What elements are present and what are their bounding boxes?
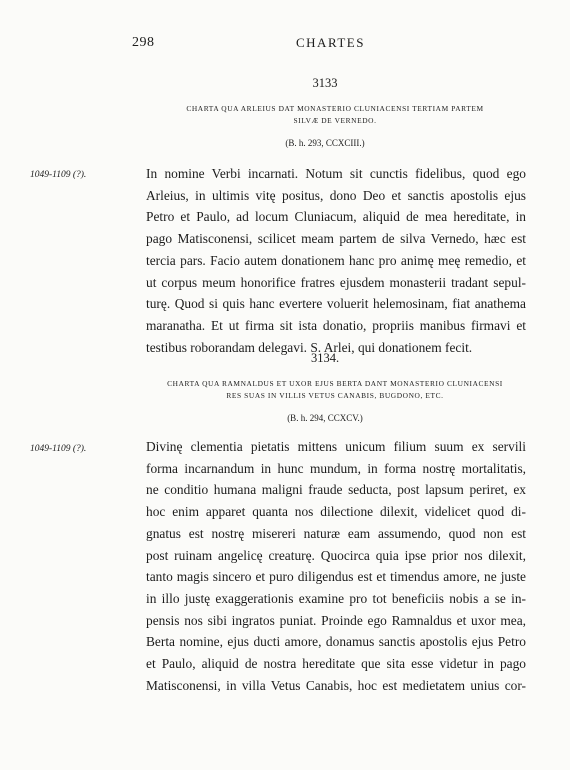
charter-number: 3134. [310, 351, 340, 365]
charter-text [146, 436, 526, 696]
text-line: ut corpus meum honorifice fratres ejusdem monasterii tradant sepul- [146, 274, 526, 290]
text-line: maranatha. Et ut firma sit ista donatio, propriis manibus firmavi et [146, 317, 526, 333]
text-line: gnatus est nostrę misereri naturæ eam assumendo, quod non est [146, 525, 526, 541]
text-line: ne conditio humana maligni fraude seducta, post lapsum periret, ex [146, 482, 526, 498]
text-line: post ruinam angelicę creaturę. Quocirca quia ipse prior nos dilexit, [146, 547, 526, 563]
text-line: tanto magis sincero et puro diligendus est et timendus amore, ne juste [146, 569, 526, 585]
text-line: pago Matisconensi, scilicet meam partem de silva Vernedo, hæc est [146, 231, 526, 247]
charter-title-line: CHARTA QUA ARLEIUS DAT MONASTERIO CLUNIACENSI TERTIAM PARTEM [186, 104, 484, 113]
text-line: Arleius, in ultimis vitę positus, dono Deo et sanctis apostolis ejus [146, 187, 526, 203]
charter-title-line: CHARTA QUA RAMNALDUS ET UXOR EJUS BERTA DANT MONASTERIO CLUNIACENSI [167, 379, 503, 388]
charter-date: 1049-1109 (?). [30, 444, 87, 454]
text-line: tercia pars. Facio autem donationem hanc pro animę meę remedio, et [146, 252, 526, 268]
running-title: CHARTES [296, 35, 365, 50]
charter-title [128, 378, 542, 402]
text-line: in illo justę exaggerationis examine pro tot beneficiis nobis a se in- [146, 590, 526, 606]
text-line: testibus roborandam delegavi. S. Arlei, qui donationem fecit. [146, 339, 473, 355]
text-line: forma incarnandum in hunc mundum, in forma nostrę mortalitatis, [146, 460, 526, 476]
charter-title-line: RES SUAS IN VILLIS VETUS CANABIS, BUGDONO, ETC. [226, 391, 444, 400]
text-line: Berta nomine, ejus ducti amore, donamus sanctis apostolis ejus Petro [146, 634, 526, 650]
text-line: pensis nos sibi ingratos puniat. Proinde ego Ramnaldus et uxor mea, [146, 612, 526, 628]
text-line: hoc enim apparet quanta nos dilectione dilexit, videlicet quod di- [146, 504, 526, 520]
charter-reference: (B. h. 294, CCXCV.) [287, 413, 363, 423]
text-line: Petro et Paulo, ad locum Cluniacum, aliquid de mea hereditate, in [146, 209, 526, 225]
charter-date: 1049-1109 (?). [30, 170, 87, 180]
text-line: turę. Quod si quis hanc evertere voluerit helemosinam, fiat anathema [146, 296, 526, 312]
text-line: In nomine Verbi incarnati. Notum sit cunctis fidelibus, quod ego [146, 166, 526, 181]
text-line: Divinę clementia pietatis mittens unicum filium suum ex servili [146, 439, 526, 454]
charter-title-line: SILVÆ DE VERNEDO. [293, 116, 377, 125]
page-number: 298 [132, 35, 155, 50]
charter-text [146, 163, 526, 358]
text-line: et Paulo, aliquid de nostra hereditate que sita esse videtur in pago [146, 656, 526, 672]
charter-reference: (B. h. 293, CCXCIII.) [285, 138, 365, 148]
charter-number: 3133 [312, 76, 338, 90]
charter-title [145, 103, 525, 127]
text-line: Matisconensi, in villa Vetus Canabis, hoc est medietatem unius cor- [146, 677, 526, 693]
